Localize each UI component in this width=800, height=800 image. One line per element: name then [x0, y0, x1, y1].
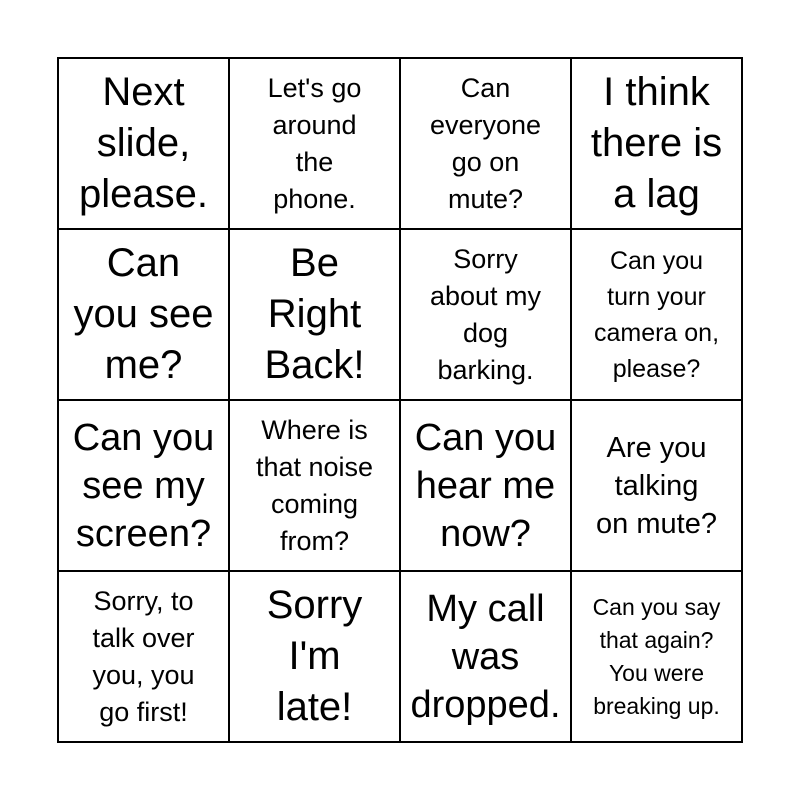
- bingo-cell[interactable]: [59, 59, 230, 230]
- cell-text: Are you talking on mute?: [596, 431, 717, 540]
- cell-text: Sorry, to talk over you, you go first!: [92, 585, 195, 727]
- bingo-cell[interactable]: [572, 572, 743, 743]
- bingo-cell[interactable]: [59, 401, 230, 572]
- cell-text: Let's go around the phone.: [267, 72, 362, 214]
- bingo-cell[interactable]: [401, 572, 572, 743]
- bingo-board: [57, 57, 743, 743]
- cell-text: Can you see my screen?: [72, 416, 215, 555]
- cell-text: Sorry I'm late!: [266, 583, 363, 729]
- bingo-cell[interactable]: [230, 572, 401, 743]
- cell-text: Be Right Back!: [264, 241, 365, 387]
- bingo-cell[interactable]: [572, 59, 743, 230]
- bingo-cell[interactable]: [401, 401, 572, 572]
- cell-text: Sorry about my dog barking.: [429, 243, 542, 385]
- bingo-cell[interactable]: [572, 230, 743, 401]
- bingo-cell[interactable]: [230, 59, 401, 230]
- cell-text: Can you turn your camera on, please?: [593, 246, 720, 383]
- cell-text: I think there is a lag: [590, 70, 723, 216]
- cell-text: Where is that noise coming from?: [255, 414, 374, 556]
- bingo-cell[interactable]: [401, 59, 572, 230]
- bingo-cell[interactable]: [401, 230, 572, 401]
- cell-text: Can you say that again? You were breaking up.: [592, 593, 721, 719]
- cell-text: Can everyone go on mute?: [429, 72, 542, 214]
- bingo-cell[interactable]: [572, 401, 743, 572]
- cell-text: Can you hear me now?: [414, 416, 557, 555]
- cell-text: Can you see me?: [73, 241, 214, 387]
- bingo-cell[interactable]: [59, 572, 230, 743]
- cell-text: Next slide, please.: [79, 70, 208, 216]
- bingo-cell[interactable]: [230, 230, 401, 401]
- bingo-cell[interactable]: [59, 230, 230, 401]
- cell-text: My call was dropped.: [410, 587, 561, 726]
- bingo-cell[interactable]: [230, 401, 401, 572]
